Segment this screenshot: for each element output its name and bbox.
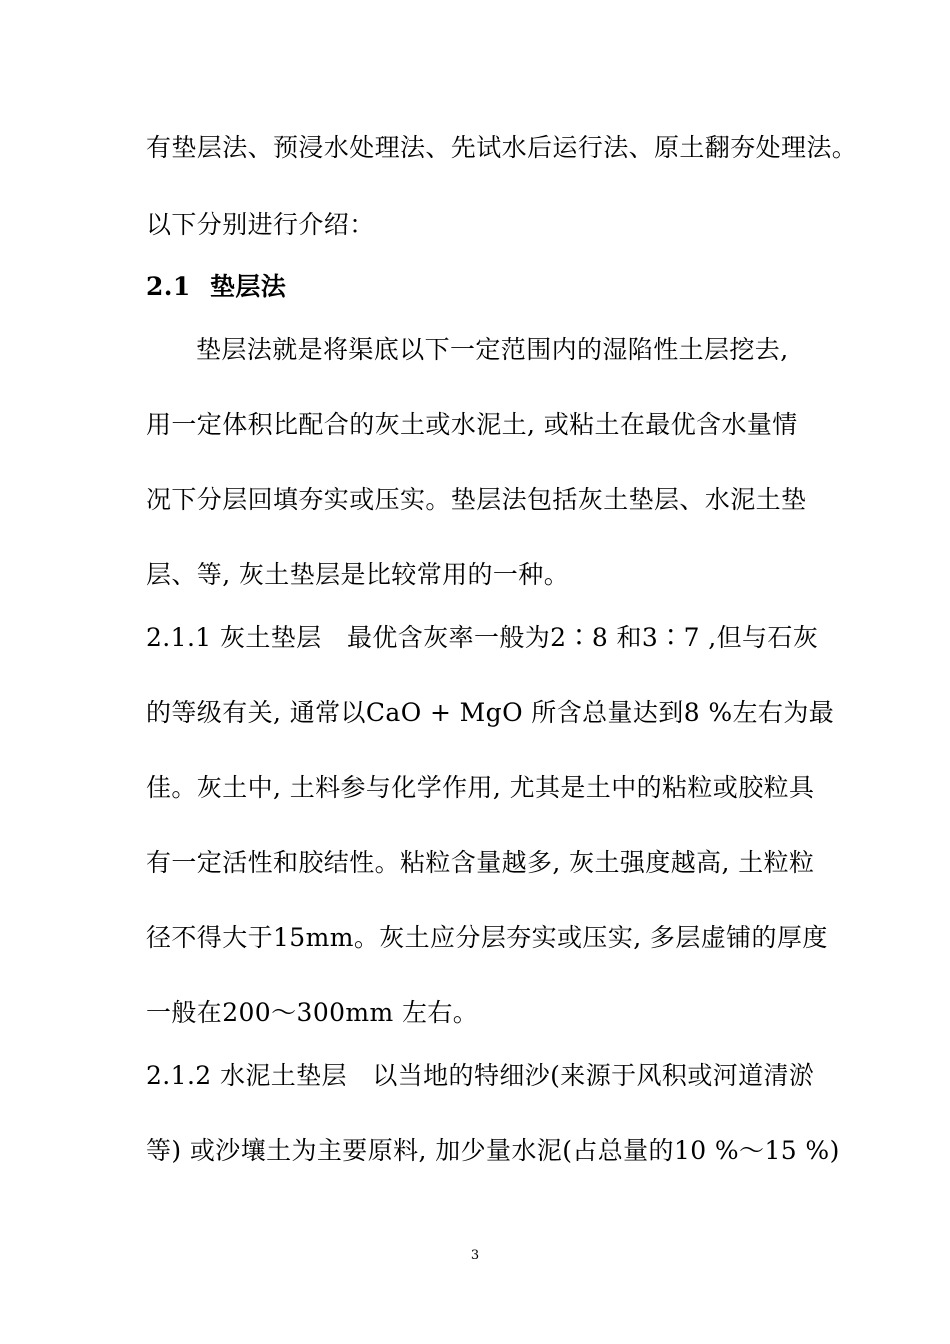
paragraph-line: 垫层法就是将渠底以下一定范围内的湿陷性土层挖去, [196,335,789,364]
paragraph-line: 以下分别进行介绍： [146,210,375,239]
paragraph-line: 等) 或沙壤土为主要原料, 加少量水泥(占总量的10 %～15 %) [146,1136,840,1165]
section-number: 2.1 [146,272,191,301]
paragraph-line: 有一定活性和胶结性。粘粒含量越多, 灰土强度越高, 土粒粒 [146,848,815,877]
subsection-line: 2.1.2 水泥土垫层 以当地的特细沙(来源于风积或河道清淤 [146,1061,815,1090]
paragraph-line: 径不得大于15mm。灰土应分层夯实或压实, 多层虚铺的厚度 [146,923,828,952]
paragraph-line: 佳。灰土中, 土料参与化学作用, 尤其是土中的粘粒或胶粒具 [146,773,815,802]
section-title: 垫层法 [210,272,287,301]
paragraph-line: 用一定体积比配合的灰土或水泥土, 或粘土在最优含水量情 [146,410,798,439]
paragraph-line: 层、等, 灰土垫层是比较常用的一种。 [146,560,570,589]
paragraph-line: 况下分层回填夯实或压实。垫层法包括灰土垫层、水泥土垫 [146,485,807,514]
page-number: 3 [470,1248,480,1263]
subsection-line: 2.1.1 灰土垫层 最优含灰率一般为2∶8 和3∶7 ,但与石灰 [146,623,819,652]
paragraph-line: 的等级有关, 通常以CaO + MgO 所含总量达到8 %左右为最 [146,698,835,727]
section-heading [146,272,286,302]
paragraph-line: 有垫层法、预浸水处理法、先试水后运行法、原土翻夯处理法。 [146,133,858,162]
paragraph-line: 一般在200～300mm 左右。 [146,998,479,1027]
